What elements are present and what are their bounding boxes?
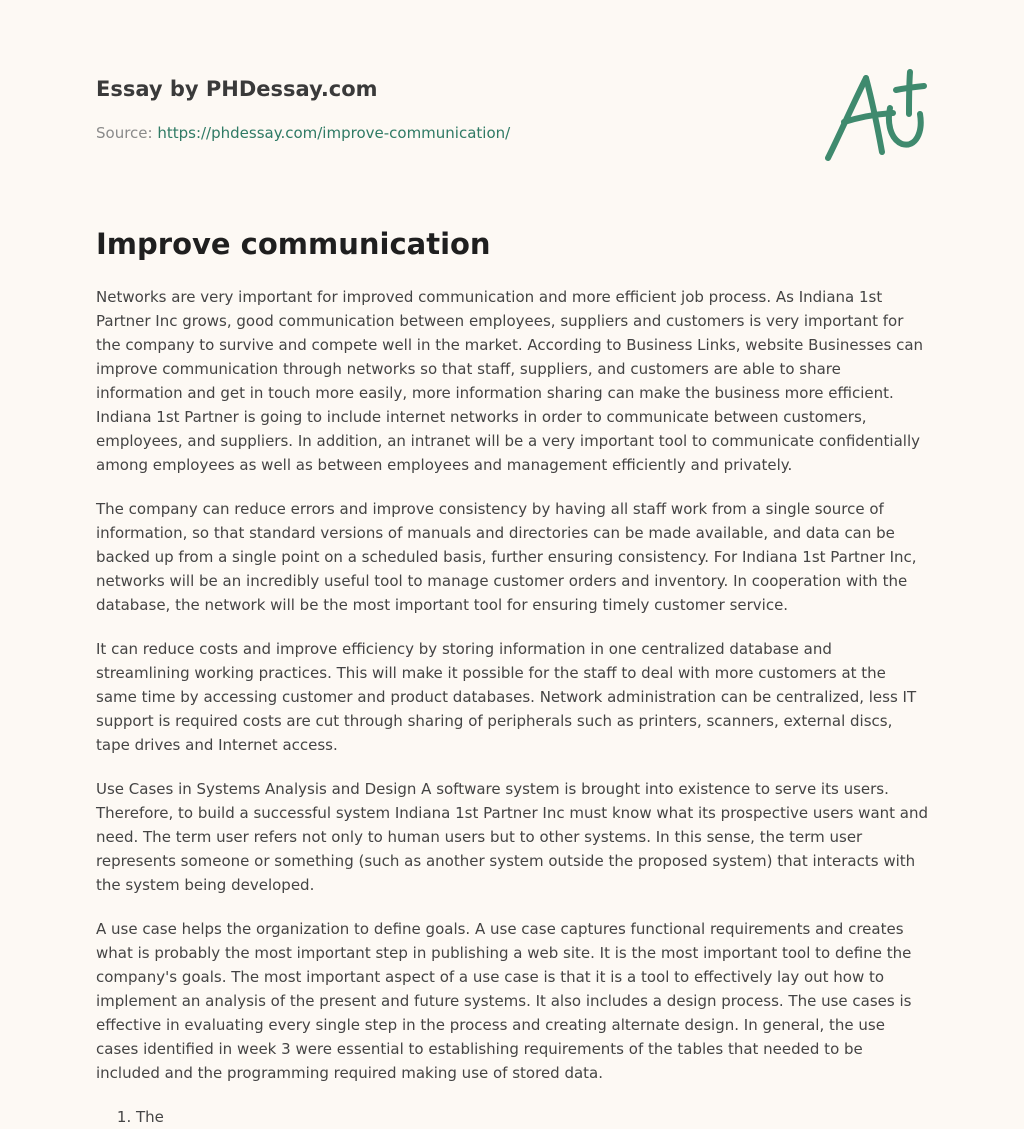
a-plus-icon [818,62,938,170]
ordered-list [96,1105,930,1129]
list-item: 1. The [136,1105,930,1129]
paragraph: It can reduce costs and improve efficiency by storing information in one centralized database and streamlining working practices. This will make it possible for the staff to deal with more customers at the same time by accessing customer and product databases. Network administration can be centralized, less IT support is required costs are cut through sharing of peripherals such as printers, scanners, external discs, tape drives and Internet access. [96,640,917,754]
source-label: Source: [96,124,158,142]
paragraph: A use case helps the organization to define goals. A use case captures functional requirements and creates what is probably the most important step in publishing a web site. It is the most important tool to define the company's goals. The most important aspect of a use case is that it is a tool to effectively lay out how to implement an analysis of the present and future systems. It also includes a design process. The use cases is effective in evaluating every single step in the process and creating alternate design. In general, the use cases identified in week 3 were essential to establishing requirements of the tables that needed to be included and the programming required making use of stored data. [96,920,912,1082]
paragraph: Use Cases in Systems Analysis and Design A software system is brought into existence to serve its users. Therefore, to build a successful system Indiana 1st Partner Inc must know what its prospective users want and need. The term user refers not only to human users but to other systems. In this sense, the term user represents someone or something (such as another system outside the proposed system) that interacts with the system being developed. [96,780,929,894]
source-link[interactable]: https://phdessay.com/improve-communication/ [157,124,511,142]
paragraph: Networks are very important for improved communication and more efficient job process. As Indiana 1st Partner Inc grows, good communication between employees, suppliers and customers is very important for the company to survive and compete well in the market. According to Business Links, website Businesses can improve communication through networks so that staff, suppliers, and customers are able to share information and get in touch more easily, more information sharing can make the business more efficient. Indiana 1st Partner is going to include internet networks in order to communicate between customers, employees, and suppliers. In addition, an intranet will be a very important tool to communicate confidentially among employees as well as between employees and management efficiently and privately. [96,288,924,474]
page-header [96,74,716,144]
source-line [96,122,716,144]
article-title: Improve communication [96,227,491,261]
article-body [96,285,930,1129]
a-plus-logo-graphic [818,62,938,170]
paragraph: The company can reduce errors and improve consistency by having all staff work from a single source of information, so that standard versions of manuals and directories can be made available, and data can be backed up from a single point on a scheduled basis, further ensuring consistency. For Indiana 1st Partner Inc, networks will be an incredibly useful tool to manage customer orders and inventory. In cooperation with the database, the network will be the most important tool for ensuring timely customer service. [96,500,917,614]
brand-title: Essay by PHDessay.com [96,77,378,101]
